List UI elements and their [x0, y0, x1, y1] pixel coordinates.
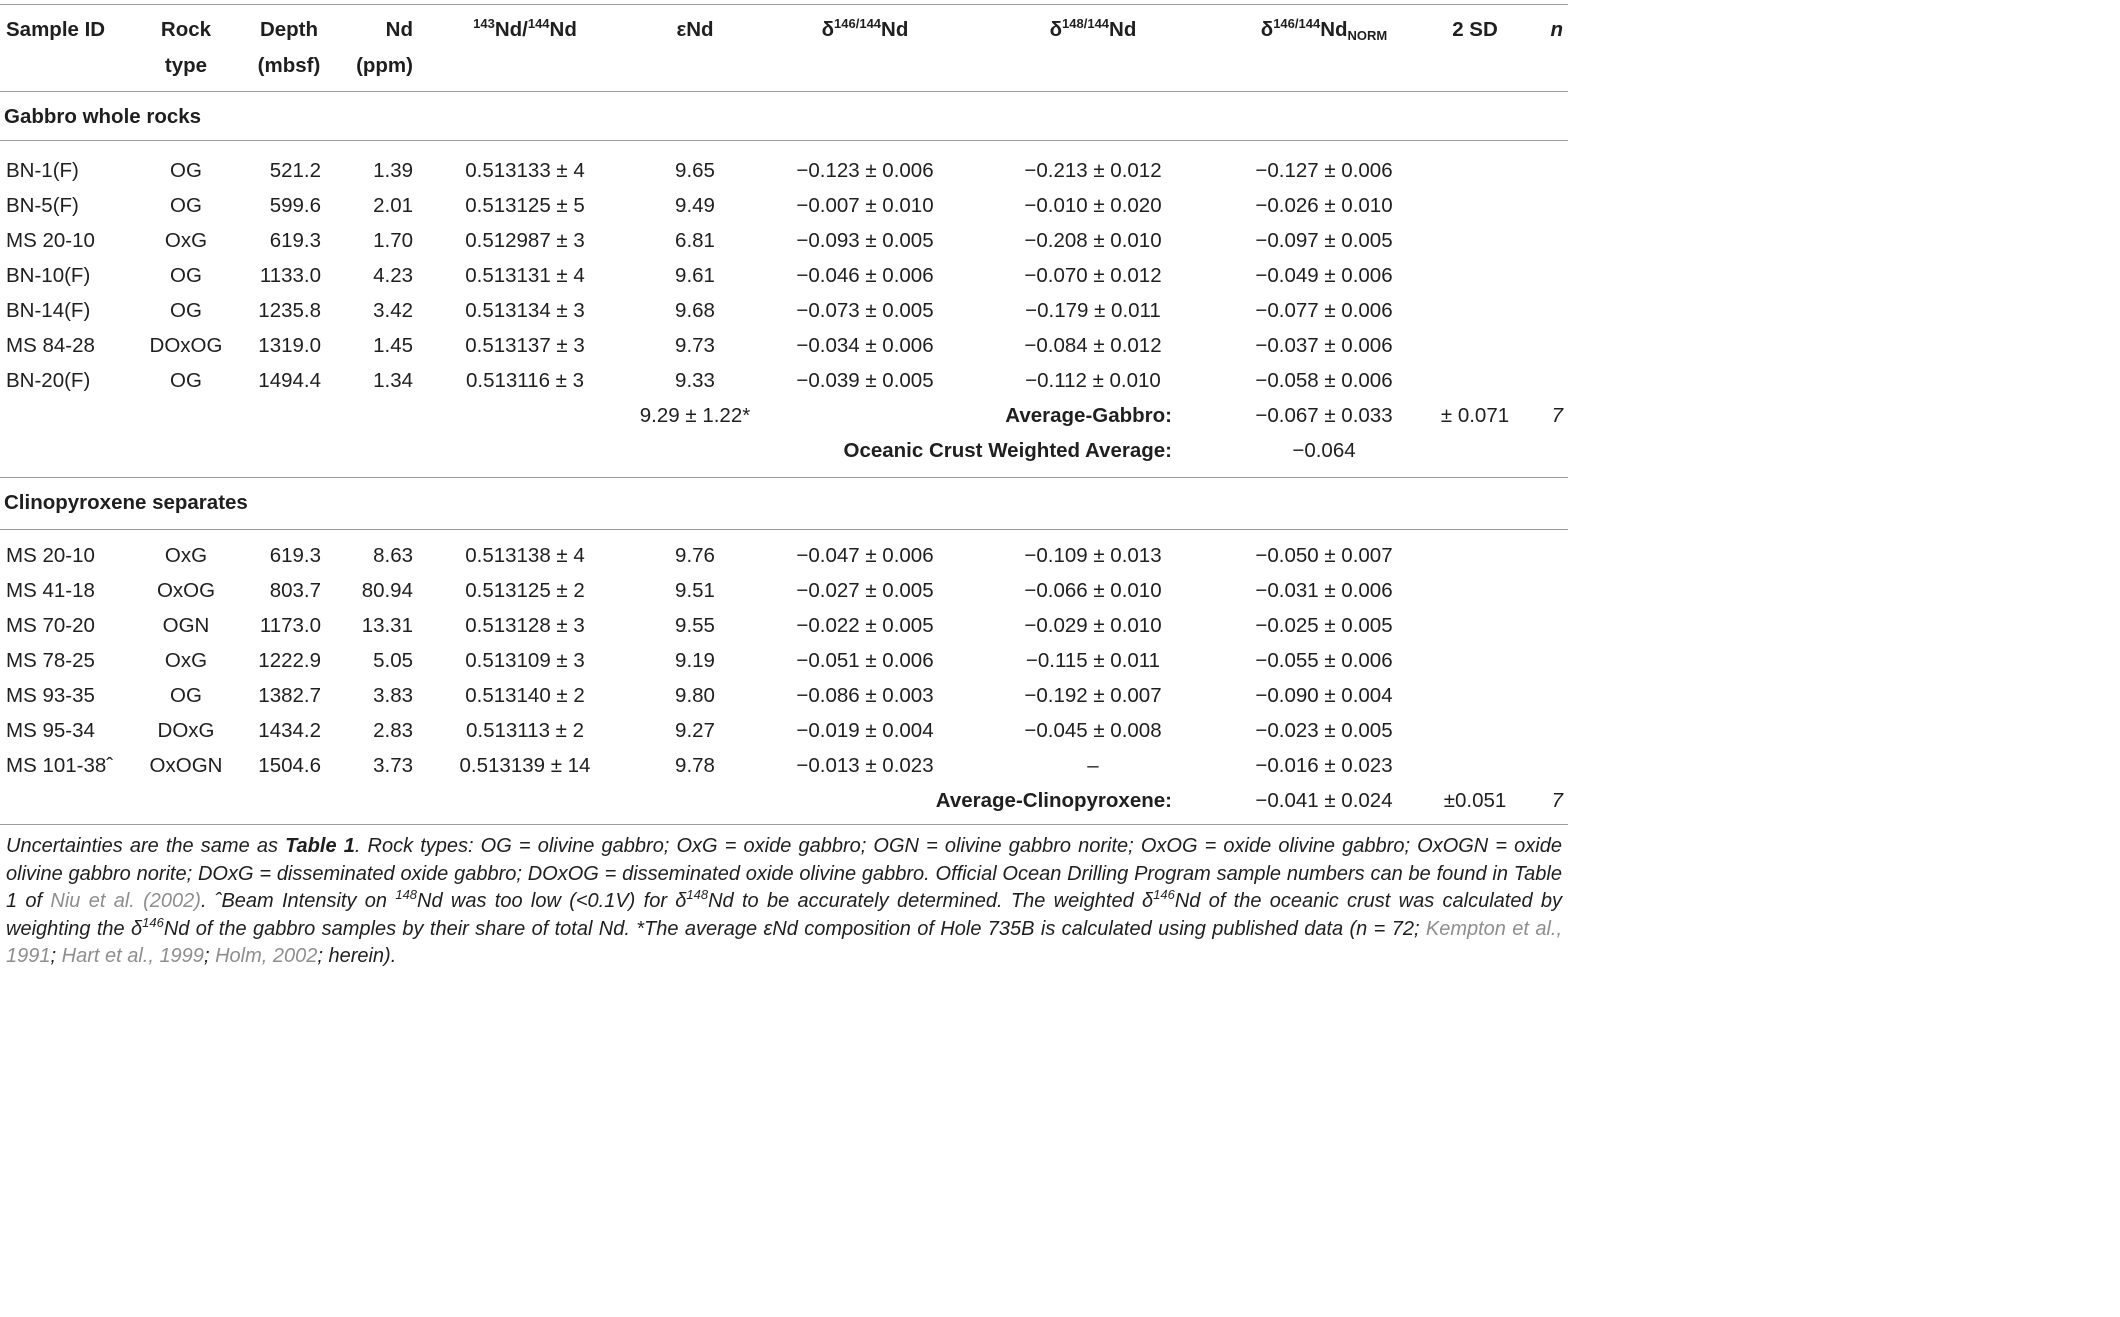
cell-delta146: −0.051 ± 0.006 — [796, 649, 934, 672]
cell-eps-nd: 9.33 — [675, 369, 715, 392]
cell-depth: 599.6 — [269, 194, 321, 217]
cell-delta146-norm: −0.025 ± 0.005 — [1255, 614, 1393, 637]
cell-eps-nd: 9.68 — [675, 299, 715, 322]
header-2sd: 2 SD — [1452, 18, 1498, 41]
cell-delta146-norm: −0.016 ± 0.023 — [1255, 754, 1393, 777]
cell-rock-type: OxOG — [156, 579, 216, 602]
cell-sample-id: MS 101-38ˆ — [6, 754, 114, 777]
cell-depth: 1319.0 — [258, 334, 321, 357]
cell-rock-type: OG — [170, 684, 202, 707]
cell-nd-ppm: 5.05 — [373, 649, 413, 672]
cell-nd-ppm: 1.45 — [373, 334, 413, 357]
cell-rock-type: OxG — [164, 229, 208, 252]
cell-delta148: −0.029 ± 0.010 — [1024, 614, 1162, 637]
cell-depth: 521.2 — [269, 159, 321, 182]
cell-delta146: −0.039 ± 0.005 — [796, 369, 934, 392]
cell-delta146: −0.022 ± 0.005 — [796, 614, 934, 637]
cell-nd-ratio: 0.513125 ± 5 — [465, 194, 585, 217]
header-rock-type-line2: type — [164, 54, 208, 77]
cell-delta146-norm: −0.031 ± 0.006 — [1255, 579, 1393, 602]
cell-eps-nd: 9.65 — [675, 159, 715, 182]
citation-niu-2002[interactable]: Niu et al. (2002) — [50, 890, 201, 913]
cell-sample-id: BN-14(F) — [6, 299, 91, 322]
cell-sample-id: MS 84-28 — [6, 334, 95, 357]
gabbro-average-label: Average-Gabbro: — [1005, 404, 1172, 427]
cell-delta146: −0.123 ± 0.006 — [796, 159, 934, 182]
cell-sample-id: MS 20-10 — [6, 544, 95, 567]
cell-sample-id: MS 20-10 — [6, 229, 95, 252]
header-depth-line1: Depth — [259, 18, 319, 41]
cell-delta146-norm: −0.049 ± 0.006 — [1255, 264, 1393, 287]
cell-delta148: −0.179 ± 0.011 — [1025, 299, 1161, 322]
table-footnote: Uncertainties are the same as Table 1. Rock types: OG = olivine gabbro; OxG = oxide gabbro; OGN = olivine gabbro norite; OxOG = oxide olivine gabbro; OxOGN = oxide olivine gabbro norite; DOxG = disseminated oxide gabbro; DOxOG = disseminated oxide olivine gabbro. Official Ocean Drilling Program sample numbers can be found in Table 1 of Niu et al. (2002). ˆBeam Intensity on $^{148}$Nd was too low (<0.1V) for $\delta^{148}Nd$ to be accurately determined. The weighted $\delta^{146}Nd$ of the oceanic crust was calculated by weighting the $\delta^{146}Nd$ of the gabbro samples by their share of total Nd. *The average εNd composition of Hole 735B is calculated using published data (n = 72; Kempton et al., 1991; Hart et al., 1999; Holm, 2002; herein). — [6, 835, 1563, 968]
cell-delta146: −0.046 ± 0.006 — [796, 264, 934, 287]
gabbro-average-eps-nd: 9.29 ± 1.22* — [639, 404, 751, 427]
cell-nd-ratio: 0.513140 ± 2 — [465, 684, 585, 707]
cell-sample-id: BN-1(F) — [6, 159, 79, 182]
cell-rock-type: OG — [170, 159, 202, 182]
cell-sample-id: BN-5(F) — [6, 194, 79, 217]
cell-eps-nd: 9.78 — [675, 754, 715, 777]
cell-nd-ratio: 0.513138 ± 4 — [465, 544, 585, 567]
cell-nd-ratio: 0.512987 ± 3 — [465, 229, 585, 252]
gabbro-end-rule — [0, 477, 1568, 478]
cell-delta146-norm: −0.127 ± 0.006 — [1255, 159, 1393, 182]
cell-depth: 1382.7 — [258, 684, 321, 707]
cell-delta146-norm: −0.090 ± 0.004 — [1255, 684, 1393, 707]
cell-delta146: −0.086 ± 0.003 — [796, 684, 934, 707]
cell-delta148: −0.192 ± 0.007 — [1024, 684, 1162, 707]
cell-nd-ratio: 0.513116 ± 3 — [465, 369, 585, 392]
cell-nd-ppm: 13.31 — [361, 614, 413, 637]
header-nd-ratio: $^{143}$Nd/$^{144}$Nd — [473, 16, 577, 41]
citation-kempton-1991[interactable]: Kempton et al., 1991 — [6, 917, 1562, 968]
cell-eps-nd: 9.49 — [675, 194, 715, 217]
cell-depth: 619.3 — [269, 544, 321, 567]
cell-nd-ppm: 3.42 — [373, 299, 413, 322]
cell-eps-nd: 9.80 — [675, 684, 715, 707]
cell-eps-nd: 9.76 — [675, 544, 715, 567]
cpx-average-n: 7 — [1551, 789, 1563, 812]
header-delta148: $\delta^{148/144}Nd$ — [1049, 16, 1137, 41]
cell-nd-ratio: 0.513139 ± 14 — [459, 754, 591, 777]
table-bottom-rule — [0, 824, 1568, 825]
header-delta146-norm: $\delta^{146/144}Nd_{NORM}$ — [1260, 16, 1388, 43]
cell-nd-ratio: 0.513128 ± 3 — [465, 614, 585, 637]
cell-eps-nd: 9.55 — [675, 614, 715, 637]
cell-nd-ppm: 1.39 — [373, 159, 413, 182]
cell-delta148: −0.070 ± 0.012 — [1024, 264, 1162, 287]
cell-delta146: −0.027 ± 0.005 — [796, 579, 934, 602]
cpx-average-2sd: ±0.051 — [1443, 789, 1507, 812]
cell-depth: 1222.9 — [258, 649, 321, 672]
cell-depth: 1235.8 — [258, 299, 321, 322]
cell-delta148: −0.208 ± 0.010 — [1024, 229, 1162, 252]
cell-delta146-norm: −0.058 ± 0.006 — [1255, 369, 1393, 392]
cell-rock-type: OGN — [162, 614, 210, 637]
header-rock-type-line1: Rock — [160, 18, 212, 41]
cell-nd-ppm: 4.23 — [373, 264, 413, 287]
cell-nd-ratio: 0.513109 ± 3 — [465, 649, 585, 672]
gabbro-average-2sd: ± 0.071 — [1440, 404, 1510, 427]
cell-rock-type: OxG — [164, 544, 208, 567]
cell-depth: 1504.6 — [258, 754, 321, 777]
cell-nd-ratio: 0.513131 ± 4 — [465, 264, 585, 287]
cell-delta148: −0.115 ± 0.011 — [1025, 649, 1161, 672]
cell-nd-ppm: 2.01 — [373, 194, 413, 217]
cell-sample-id: MS 41-18 — [6, 579, 95, 602]
cell-nd-ppm: 1.34 — [373, 369, 413, 392]
cell-nd-ratio: 0.513113 ± 2 — [465, 719, 585, 742]
cell-nd-ratio: 0.513133 ± 4 — [465, 159, 585, 182]
cell-rock-type: OG — [170, 194, 202, 217]
cell-sample-id: BN-20(F) — [6, 369, 91, 392]
cell-sample-id: MS 93-35 — [6, 684, 95, 707]
cell-delta146: −0.047 ± 0.006 — [796, 544, 934, 567]
cpx-average-value: −0.041 ± 0.024 — [1255, 789, 1393, 812]
cell-sample-id: MS 95-34 — [6, 719, 95, 742]
cell-eps-nd: 9.73 — [675, 334, 715, 357]
cell-delta148: −0.109 ± 0.013 — [1024, 544, 1162, 567]
cell-delta148: −0.213 ± 0.012 — [1024, 159, 1162, 182]
cell-delta146-norm: −0.026 ± 0.010 — [1255, 194, 1393, 217]
cell-delta148: – — [1087, 754, 1099, 777]
cell-delta146: −0.093 ± 0.005 — [796, 229, 934, 252]
cell-eps-nd: 9.27 — [675, 719, 715, 742]
section-title-clinopyroxene: Clinopyroxene separates — [4, 491, 248, 514]
header-nd-line2: (ppm) — [356, 54, 413, 77]
cell-delta148: −0.084 ± 0.012 — [1024, 334, 1162, 357]
cpx-section-rule — [0, 529, 1568, 530]
cell-delta146: −0.019 ± 0.004 — [796, 719, 934, 742]
cell-rock-type: OG — [170, 299, 202, 322]
weighted-average-label: Oceanic Crust Weighted Average: — [843, 439, 1172, 462]
cpx-average-label: Average-Clinopyroxene: — [935, 789, 1172, 812]
cell-rock-type: DOxG — [157, 719, 215, 742]
cell-eps-nd: 9.19 — [675, 649, 715, 672]
cell-delta148: −0.066 ± 0.010 — [1024, 579, 1162, 602]
cell-delta146-norm: −0.050 ± 0.007 — [1255, 544, 1393, 567]
cell-nd-ratio: 0.513134 ± 3 — [465, 299, 585, 322]
cell-delta146: −0.073 ± 0.005 — [796, 299, 934, 322]
table-1-reference: Table 1 — [285, 835, 355, 857]
cell-eps-nd: 9.61 — [675, 264, 715, 287]
weighted-average-value: −0.064 — [1292, 439, 1356, 462]
cell-eps-nd: 6.81 — [675, 229, 715, 252]
cell-sample-id: BN-10(F) — [6, 264, 91, 287]
cell-rock-type: OG — [170, 369, 202, 392]
cell-delta146: −0.007 ± 0.010 — [796, 194, 934, 217]
section-title-gabbro: Gabbro whole rocks — [4, 105, 202, 128]
cell-delta146: −0.013 ± 0.023 — [796, 754, 934, 777]
cell-depth: 1494.4 — [258, 369, 321, 392]
cell-nd-ratio: 0.513125 ± 2 — [465, 579, 585, 602]
cell-delta146-norm: −0.055 ± 0.006 — [1255, 649, 1393, 672]
gabbro-average-n: 7 — [1551, 404, 1563, 427]
cell-rock-type: OxG — [164, 649, 208, 672]
cell-rock-type: OG — [170, 264, 202, 287]
cell-delta148: −0.045 ± 0.008 — [1024, 719, 1162, 742]
cell-nd-ppm: 3.73 — [373, 754, 413, 777]
cell-delta146-norm: −0.037 ± 0.006 — [1255, 334, 1393, 357]
cell-delta146-norm: −0.077 ± 0.006 — [1255, 299, 1393, 322]
cell-sample-id: MS 78-25 — [6, 649, 95, 672]
header-bottom-rule — [0, 91, 1568, 92]
gabbro-average-value: −0.067 ± 0.033 — [1255, 404, 1393, 427]
header-nd-line1: Nd — [385, 18, 413, 41]
cell-nd-ppm: 2.83 — [373, 719, 413, 742]
header-eps-nd: εNd — [676, 18, 714, 41]
cell-depth: 803.7 — [269, 579, 321, 602]
cell-delta146-norm: −0.023 ± 0.005 — [1255, 719, 1393, 742]
citation-holm-2002[interactable]: Holm, 2002 — [215, 945, 318, 968]
cell-depth: 1173.0 — [259, 614, 321, 637]
cell-eps-nd: 9.51 — [675, 579, 715, 602]
cell-depth: 1434.2 — [258, 719, 321, 742]
cell-depth: 619.3 — [269, 229, 321, 252]
table-top-rule — [0, 4, 1568, 5]
header-delta146: $\delta^{146/144}Nd$ — [821, 16, 909, 41]
cell-nd-ppm: 80.94 — [361, 579, 413, 602]
cell-rock-type: OxOGN — [149, 754, 223, 777]
cell-nd-ppm: 1.70 — [373, 229, 413, 252]
cell-nd-ratio: 0.513137 ± 3 — [465, 334, 585, 357]
header-depth-line2: (mbsf) — [257, 54, 321, 77]
cell-depth: 1133.0 — [259, 264, 321, 287]
cell-delta148: −0.112 ± 0.010 — [1025, 369, 1161, 392]
cell-rock-type: DOxOG — [149, 334, 223, 357]
header-n: n — [1550, 18, 1563, 41]
cell-delta146: −0.034 ± 0.006 — [796, 334, 934, 357]
header-sample-id: Sample ID — [6, 18, 106, 41]
gabbro-section-rule — [0, 140, 1568, 141]
cell-sample-id: MS 70-20 — [6, 614, 95, 637]
cell-nd-ppm: 3.83 — [373, 684, 413, 707]
cell-nd-ppm: 8.63 — [373, 544, 413, 567]
cell-delta148: −0.010 ± 0.020 — [1024, 194, 1162, 217]
citation-hart-1999[interactable]: Hart et al., 1999 — [61, 945, 204, 968]
cell-delta146-norm: −0.097 ± 0.005 — [1255, 229, 1393, 252]
